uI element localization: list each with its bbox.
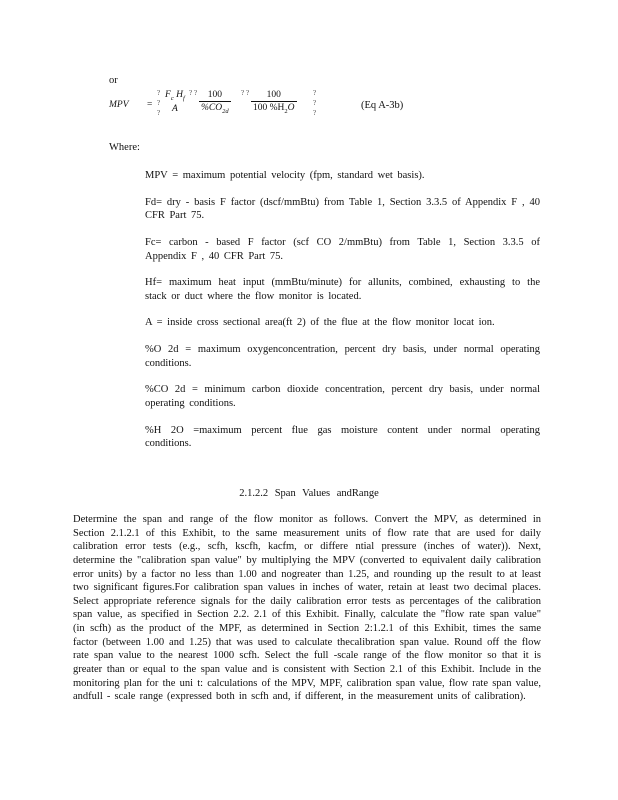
definition-hf: Hf= maximum heat input (mmBtu/minute) for allunits, combined, exhausting to the stack or duct where the flow monitor is located.: [145, 277, 540, 302]
definition-fd: Fd= dry - basis F factor (dscf/mmBtu) from Table 1, Section 3.3.5 of Appendix F , 40 CFR Part 75.: [145, 196, 540, 222]
equation-equals-sign: =: [147, 100, 153, 110]
where-label: Where:: [109, 142, 140, 153]
or-label: or: [109, 75, 118, 86]
definitions-list: [145, 169, 540, 464]
fraction-2-denominator: $\%CO_{2d}$: [201, 103, 229, 116]
fraction-3-numerator: 100: [266, 90, 281, 100]
body-paragraph: Determine the span and range of the flow monitor as follows. Convert the MPV, as determined in Section 2.1.2.1 of this Exhibit, to the same measurement units of flow rate that are used for daily calibration error tests (e.g., scfh, kscfh, kacfm, or differe ntial pressure (inches of water)). Next, determine the "calibration span value" by multiplying the MPV (converted to equivalent daily calibration error units) by a factor no less than 1.00 and nogreater than 1.25, and rounding up the result to at least two significant figures.For calibration span values in inches of water, retain at least two decimal places. Select appropriate reference signals for the daily calibration error tests as percentages of the calibration span value, as specified in Section 2.2. 2.1 of this Exhibit. Finally, calculate the "flow rate span value" (in scfh) as the product of the MPF, as determined in Section 2:1.2.1 of this Exhibit, times the same factor (between 1.00 and 1.25) that was used to calculate thecalibration span value. Round off the flow rate span value to the nearest 1000 scfh. Select the full -scale range of the flow monitor so that it is greater than or equal to the span value and is consistent with Section 2.1 of this Exhibit. Include in the monitoring plan for the uni t: calculations of the MPV, MPF, calibration span value, flow rate span value, andfull - scale range (expressed both in scfh and, if different, in the measurement units of calibration).: [73, 514, 541, 703]
equation-fraction-1: [163, 89, 187, 116]
bracket-glyph: ?: [157, 89, 161, 97]
fraction-3-denominator: 100 $\%H_2O$: [253, 103, 295, 116]
fraction-2-numerator: 100: [207, 90, 222, 100]
bracket-glyph: ?: [246, 89, 250, 97]
bracket-glyph: ?: [241, 89, 245, 97]
bracket-glyph: ?: [194, 89, 198, 97]
bracket-glyph: ?: [189, 89, 193, 97]
equation-a-3b: [109, 88, 439, 124]
section-heading: 2.1.2.2 Span Values andRange: [239, 488, 379, 499]
equation-fraction-3: [251, 89, 297, 117]
equation-lhs: MPV: [109, 100, 129, 110]
definition-mpv: MPV = maximum potential velocity (fpm, standard wet basis).: [145, 170, 425, 181]
definition-h2o: %H 2O =maximum percent flue gas moisture content under normal operating conditions.: [145, 424, 540, 450]
bracket-glyph: ?: [157, 99, 161, 107]
definition-area: A = inside cross sectional area(ft 2) of the flue at the flow monitor locat ion.: [145, 317, 495, 329]
definition-fc: Fc= carbon - based F factor (scf CO 2/mmBtu) from Table 1, Section 3.3.5 of Appendix F , 40 CFR Part 75.: [145, 236, 540, 262]
fraction-1-numerator: $F_c$ $H_f$: [165, 90, 185, 102]
definition-o2: %O 2d = maximum oxygenconcentration, percent dry basis, under normal operating conditions.: [145, 344, 540, 369]
equation-fraction-2: [199, 89, 231, 117]
definition-co2: %CO 2d = minimum carbon dioxide concentration, percent dry basis, under normal operating conditions.: [145, 384, 540, 410]
bracket-glyph: ?: [313, 99, 317, 107]
bracket-glyph: ?: [313, 89, 317, 97]
bracket-glyph: ?: [157, 109, 161, 117]
bracket-glyph: ?: [313, 109, 317, 117]
equation-tag: (Eq A-3b): [361, 100, 404, 111]
fraction-1-denominator: A: [171, 104, 178, 115]
